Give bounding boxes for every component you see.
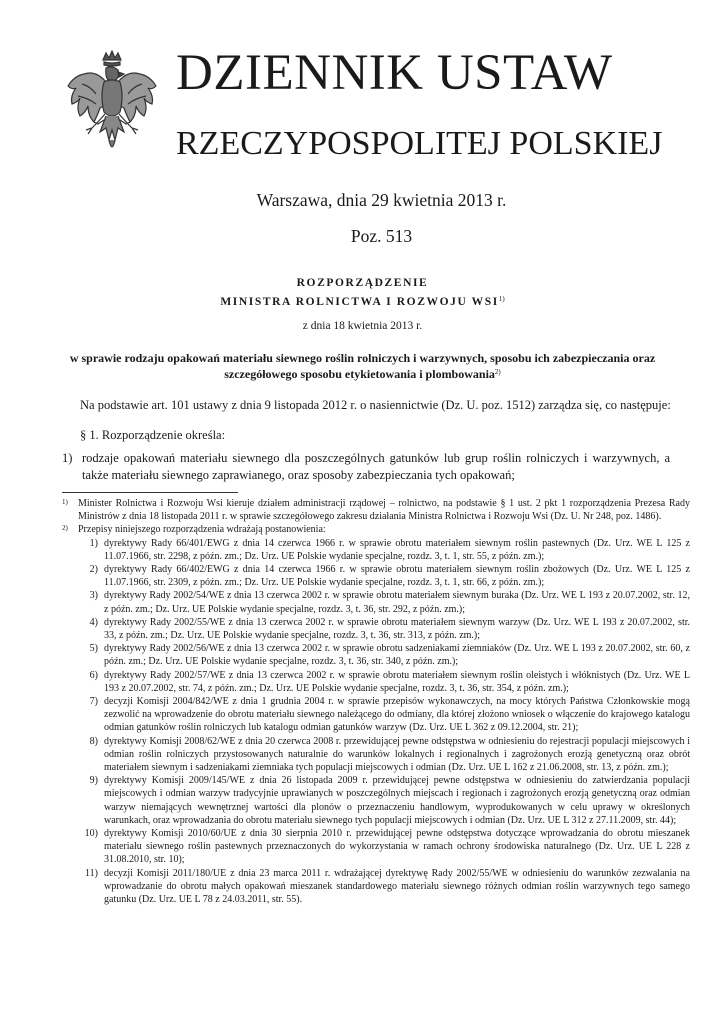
list-item-number: 8) (89, 735, 98, 747)
footnote-text: Przepisy niniejszego rozporządzenia wdrażają postanowienia: (78, 524, 326, 536)
list-item (78, 537, 690, 563)
list-item-number: 3) (89, 590, 98, 602)
list-item-number: 1) (62, 451, 73, 465)
list-item-text: dyrektywy Rady 66/401/EWG z dnia 14 czerwca 1966 r. w sprawie obrotu materiałem siewnym roślin pastewnych (Dz. Urz. WE L 125 z 11.07.1966, str. 2298, z późn. zm.; Dz. Urz. UE Polskie wydanie specjalne, rozdz. 3, t. 1, str. 55, z późn. zm.); (104, 537, 690, 562)
footnotes (62, 497, 690, 906)
list-item-number: 5) (89, 643, 98, 655)
journal-subtitle: RZECZYPOSPOLITEJ POLSKIEJ (176, 125, 663, 162)
footnote-mark: 2) (62, 524, 68, 533)
list-item-number: 9) (89, 775, 98, 787)
subject-heading (62, 350, 663, 382)
issuer-heading (40, 296, 685, 308)
list-item-text: dyrektywy Komisji 2010/60/UE z dnia 30 sierpnia 2010 r. przewidującej pewne odstępstwa dotyczące wprowadzania do obrotu mieszanek materiału siewnego roślin pastewnych przeznaczonych do wykorzystania w ramach ochrony środowiska naturalnego (Dz. Urz. UE L 228 z 31.08.2010, str. 10); (104, 828, 690, 866)
footnote-1 (62, 497, 690, 523)
list-item-number: 4) (89, 616, 98, 628)
list-item (78, 867, 690, 907)
footnote-2 (62, 523, 690, 536)
footnote-text: Minister Rolnictwa i Rozwoju Wsi kieruje działem administracji rządowej – rolnictwo, na podstawie § 1 ust. 2 pkt 1 rozporządzenia Prezesa Rady Ministrów z dnia 18 listopada 2011 r. w sprawie szczegółowego zakresu działania Ministra Rolnictwa i Rozwoju Wsi (Dz. U. Nr 248, poz. 1486). (78, 498, 690, 523)
list-item-text: dyrektywy Komisji 2009/145/WE z dnia 26 listopada 2009 r. przewidującej pewne odstępstwa w odniesieniu do zatwierdzania populacji miejscowych i odmian warzyw tradycyjnie uprawianych w poszczególnych miejscach i regionach i zagrożonych erozją genetyczną oraz odmian warzyw niemających wewnętrznej wartości dla plonów o przeznaczeniu handlowym, wyprodukowanych w celu uprawy w określonych warunkach, oraz wprowadzania do obrotu materiału siewnego tych populacji miejscowych i odmian (Dz. Urz. UE L 312 z 27.11.2009, str. 44); (104, 775, 690, 826)
list-item-text: decyzji Komisji 2004/842/WE z dnia 1 grudnia 2004 r. w sprawie przepisów wykonawczych, na mocy których Państwa Członkowskie mogą zezwolić na wprowadzenie do obrotu materiału siewnego należącego do odmiany, dla której złożono wniosek o włączenie do krajowego katalogu odmian gatunków roślin rolniczych lub katalogu odmian gatunków warzyw (Dz. Urz. UE L 362 z 09.12.2004, str. 21); (104, 696, 690, 734)
list-item-text: dyrektywy Rady 2002/55/WE z dnia 13 czerwca 2002 r. w sprawie obrotu materiałem siewnym warzyw (Dz. Urz. WE L 193 z 20.07.2002, str. 33, z późn. zm.; Dz. Urz. UE Polskie wydanie specjalne, rozdz. 3, t. 36, str. 313, z późn. zm.); (104, 616, 690, 642)
list-item-text: dyrektywy Komisji 2008/62/WE z dnia 20 czerwca 2008 r. przewidującej pewne odstępstwa w odniesieniu do rejestracji populacji miejscowych i odmian roślin rolniczych przystosowanych naturalnie do warunków lokalnych i regionalnych i zagrożonych erozją genetyczną oraz obrót materiałem siewnym i sadzeniakami ziemniaka tych populacji miejscowych i odmian (Dz. Urz. UE L 162 z 21.06.2008, str. 13, z późn. zm.); (104, 735, 690, 774)
list-item (62, 450, 670, 484)
list-item-text: dyrektywy Rady 66/402/EWG z dnia 14 czerwca 1966 r. w sprawie obrotu materiałem siewnym roślin zbożowych (Dz. Urz. WE L 125 z 11.07.1966, str. 2309, z późn. zm.; Dz. Urz. UE Polskie wydanie specjalne, rozdz. 3, t. 1, str. 66, z późn. zm.); (104, 564, 690, 589)
polish-eagle-emblem-icon (62, 50, 162, 162)
subject-text: w sprawie rodzaju opakowań materiału siewnego roślin rolniczych i warzywnych, sposobu ich zabezpieczania oraz szczegółowego sposobu etykietowania i plombowania (69, 351, 656, 381)
list-item (78, 563, 690, 589)
list-item-text: dyrektywy Rady 2002/57/WE z dnia 13 czerwca 2002 r. w sprawie obrotu materiałem siewnym roślin oleistych i włóknistych (Dz. Urz. WE L 193 z 20.07.2002, str. 74, z późn. zm.; Dz. Urz. UE Polskie wydanie specjalne, rozdz. 3, t. 36, str. 354, z późn. zm.); (104, 669, 690, 694)
list-item (78, 774, 690, 827)
list-item (78, 827, 690, 867)
list-item (78, 616, 690, 642)
legal-basis-paragraph: Na podstawie art. 101 ustawy z dnia 9 listopada 2012 r. o nasiennictwie (Dz. U. poz. 1512) zarządza się, co następuje: (80, 398, 671, 412)
list-item-number: 11) (85, 867, 98, 879)
footnote-2-list (78, 537, 690, 907)
list-item-text: rodzaje opakowań materiału siewnego dla poszczególnych gatunków lub grup roślin rolniczych i warzywnych, a także materiału siewnego zaprawianego, oraz sposoby zabezpieczania tych opakowań; (82, 451, 670, 482)
document-type: ROZPORZĄDZENIE (296, 277, 429, 289)
section-1-intro: § 1. Rozporządzenie określa: (80, 428, 226, 442)
list-item-text: dyrektywy Rady 2002/54/WE z dnia 13 czerwca 2002 r. w sprawie obrotu materiałem siewnym buraka (Dz. Urz. WE L 193 z 20.07.2002, str. 12, z późn. zm.; Dz. Urz. UE Polskie wydanie specjalne, rozdz. 3, t. 36, str. 292, z późn. zm.); (104, 590, 690, 615)
list-item (78, 642, 690, 668)
journal-title: DZIENNIK USTAW (176, 45, 613, 101)
footnote-ref-1: 1) (498, 295, 505, 303)
position-number: Poz. 513 (350, 226, 413, 246)
list-item-number: 1) (89, 537, 98, 549)
list-item-number: 7) (89, 696, 98, 708)
list-item-number: 2) (89, 564, 98, 576)
footnote-ref-2: 2) (494, 368, 501, 376)
issue-date: z dnia 18 kwietnia 2013 r. (302, 320, 423, 332)
publication-date: Warszawa, dnia 29 kwietnia 2013 r. (256, 190, 507, 210)
list-item-number: 10) (84, 828, 98, 840)
list-item (78, 695, 690, 735)
list-item-text: decyzji Komisji 2011/180/UE z dnia 23 marca 2011 r. wdrażającej dyrektywę Rady 2002/55/WE w odniesieniu do warunków zezwalania na wprowadzanie do obrotu małych opakowań mieszanek standardowego materiału siewnego różnych odmian roślin warzywnych tego samego gatunku (Dz. Urz. UE L 78 z 24.03.2011, str. 55). (104, 867, 690, 906)
footnote-mark: 1) (62, 498, 68, 506)
list-item (78, 669, 690, 695)
list-item (78, 735, 690, 775)
list-item-text: dyrektywy Rady 2002/56/WE z dnia 13 czerwca 2002 r. w sprawie obrotu sadzeniakami ziemniaków (Dz. Urz. WE L 193 z 20.07.2002, str. 60, z późn. zm.; Dz. Urz. UE Polskie wydanie specjalne, rozdz. 3, t. 36, str. 340, z późn. zm.); (104, 643, 690, 668)
list-item (78, 589, 690, 615)
issuer-text: MINISTRA ROLNICTWA I ROZWOJU WSI (220, 296, 499, 308)
list-item-number: 6) (89, 669, 98, 681)
footnote-divider (62, 492, 238, 493)
